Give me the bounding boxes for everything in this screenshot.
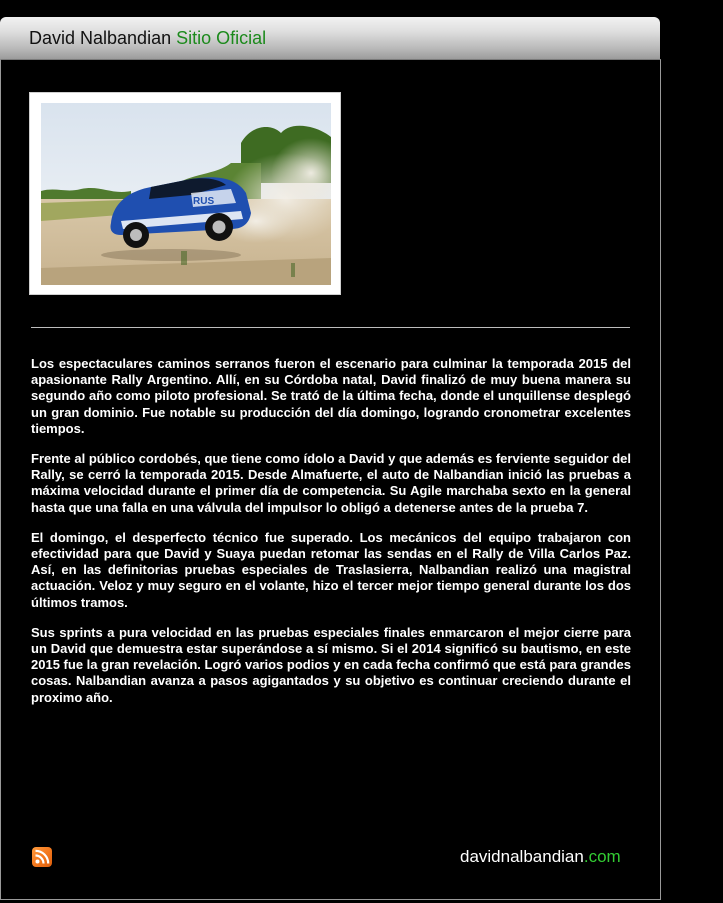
svg-text:RUS: RUS xyxy=(193,196,215,207)
rally-photo-frame xyxy=(29,92,341,295)
article-paragraph: Sus sprints a pura velocidad en las pruebas especiales finales enmarcaron el mejor cierre para un David que demuestra estar superándose a sí mismo. Si el 2014 significó su bautismo, en este 2015 fue la gran revelación. Logró varios podios y en cada fecha confirmó que está para grandes cosas. Nalbandian avanza a pasos agigantados y su objetivo es continuar creciendo durante el proximo año. xyxy=(31,624,631,705)
site-title[interactable] xyxy=(29,28,266,49)
article-body xyxy=(31,356,631,720)
article-paragraph: Los espectaculares caminos serranos fueron el escenario para culminar la temporada 2015 del apasionante Rally Argentino. Allí, en su Córdoba natal, David finalizó de muy buena manera su segundo año como piloto profesional. Se trató de la última fecha, donde el unquillense desplegó un gran dominio. Fue notable su producción del día domingo, logrando cronometrar excelentes tiempos. xyxy=(31,356,631,436)
article-paragraph: El domingo, el desperfecto técnico fue superado. Los mecánicos del equipo trabajaron con efectividad para que David y Suaya puedan retomar las sendas en el Rally de Villa Carlos Paz. Así, en las definitorias pruebas especiales de Traslasierra, Nalbandian realizó una magistral actuación. Veloz y muy seguro en el volante, hizo el tercer mejor tiempo general durante los dos últimos tramos. xyxy=(31,529,631,610)
site-title-name: David Nalbandian xyxy=(29,28,172,48)
rss-feed-icon[interactable] xyxy=(32,847,52,867)
article-paragraph: Frente al público cordobés, que tiene como ídolo a David y que además es ferviente seguidor del Rally, se cerró la temporada 2015. Desde Almafuerte, el auto de Nalbandian inició las pruebas a máxima velocidad durante el primer día de competencia. Su Agile marchaba sexto en la general hasta que una falla en una válvula del impulsor lo obligó a detenerse antes de la prueba 7. xyxy=(31,451,631,515)
rally-car-photo xyxy=(41,103,331,285)
header-bar xyxy=(0,17,660,59)
site-title-accent: Sitio Oficial xyxy=(176,28,267,48)
footer-domain-name: davidnalbandian xyxy=(460,847,584,866)
footer-domain-tld: .com xyxy=(583,847,621,866)
footer-domain-link[interactable] xyxy=(460,847,621,867)
content-divider xyxy=(31,327,630,328)
